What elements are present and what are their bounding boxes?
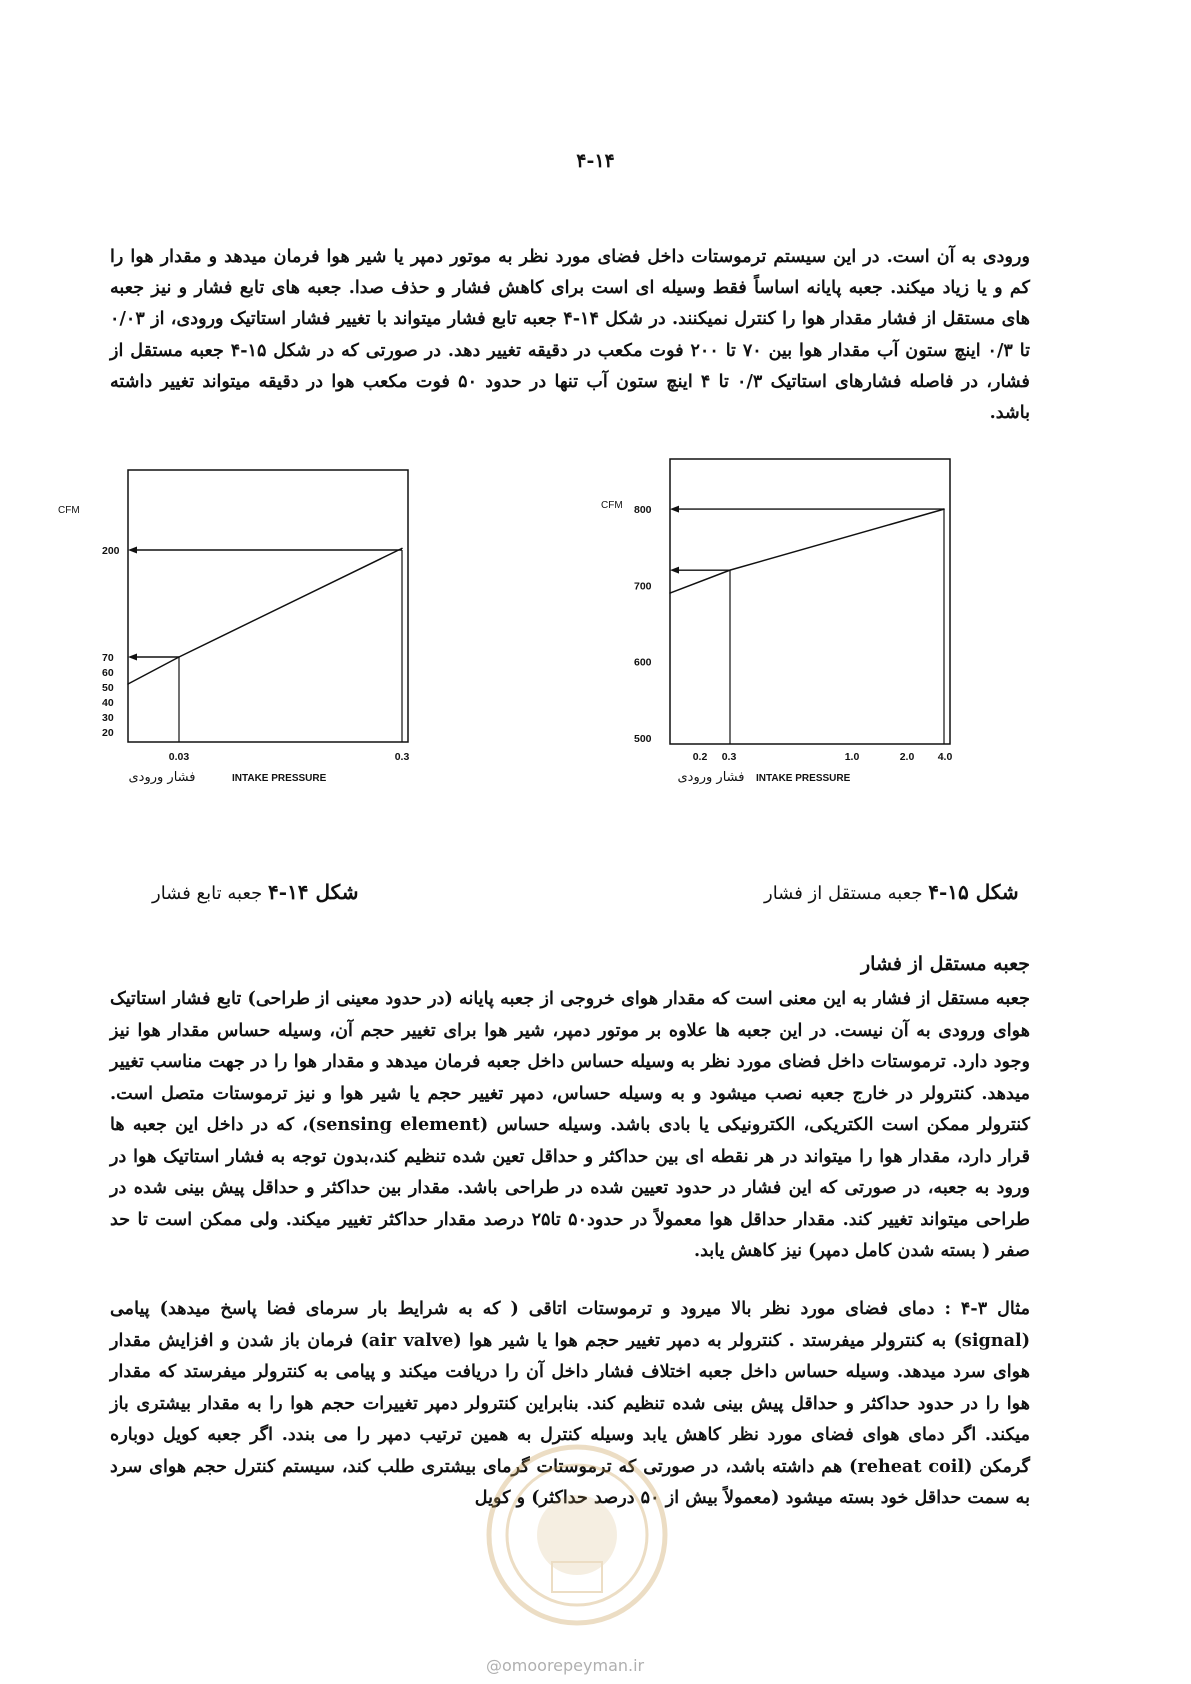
x-tick-label: 0.3 (721, 751, 737, 763)
plot-frame (128, 470, 408, 742)
data-point (127, 683, 129, 685)
y-tick-label: 30 (102, 712, 114, 724)
watermark-text: @omoorepeyman.ir (486, 1656, 645, 1675)
arrow-to-axis-head (670, 567, 679, 574)
x-tick-label: 1.0 (844, 751, 860, 763)
y-tick-label: 20 (102, 727, 114, 739)
x-tick-label: 4.0 (937, 751, 953, 763)
arrow-to-axis-head (670, 506, 679, 513)
figure-number-right: شکل ۱۵-۴ (928, 880, 1019, 904)
y-tick-label: 200 (102, 545, 120, 558)
y-tick-label: 50 (102, 682, 114, 694)
y-tick-label: 800 (634, 504, 652, 517)
page-number: ۴-۱۴ (576, 150, 615, 172)
data-point (401, 548, 403, 550)
intro-paragraph: ورودی به آن است. در این سیستم ترموستات داخل فضای مورد نظر به موتور دمپر یا شیر هوا فرمان میدهد و مقدار هوا را کم و یا زیاد میکند. جعبه پایانه اساساً فقط وسیله ای است برای کاهش فشار و حذف صدا. جعبه های تابع فشار و نیز جعبه های مستقل از فشار مقدار هوا را کنترل نمیکنند. در شکل ۱۴-۴ جعبه تابع فشار میتواند با تغییر فشار استاتیک ورودی، از ۰/۰۳ تا ۰/۳ اینچ ستون آب مقدار هوا بین ۷۰ تا ۲۰۰ فوت مکعب در دقیقه تغییر دهد. در صورتی که در شکل ۱۵-۴ جعبه مستقل از فشار، در فاصله فشارهای استاتیک ۰/۳ تا ۴ اینچ ستون آب تنها در حدود ۵۰ فوت مکعب هوا در دقیقه میتواند تغییر داشته باشد. (110, 246, 1030, 424)
example-paragraph: مثال ۳-۴ : دمای فضای مورد نظر بالا میرود و ترموستات اتاقی ( که به شرایط بار سرمای فضا پاسخ میدهد) پیامی (signal) به کنترولر میفرستد . کنترولر به دمپر تغییر حجم هوا یا شیر هوا (air valve) فرمان باز شدن و افزایش مقدار هوای سرد میدهد. وسیله حساس داخل جعبه اختلاف فشار داخل آن را دریافت میکند و پیامی به کنترولر میفرستد که مقدار هوا را در حدود حداکثر و حداقل پیش بینی شده تنظیم کند. بنابراین کنترولر دمپر تغییرات حجم هوا را به مقدار بیشتری باز میکند. اگر دمای هوای فضای مورد نظر کاهش یابد وسیله کنترل به همین ترتیب دمپر را می بندد. اگر جعبه کویل دوباره گرمکن (reheat coil) هم داشته باشد، در صورتی که ترموستات گرمای بیشتری طلب کند، سیستم کنترل حجم هوای سرد به سمت حداقل خود بسته میشود (معمولاً بیش از ۵۰ درصد حداکثر) و کویل (110, 1298, 1031, 1508)
body-paragraph: جعبه مستقل از فشار به این معنی است که مقدار هوای خروجی از جعبه پایانه (در حدود معینی از طراحی) تابع فشار استاتیک هوای ورودی به آن نیست. در این جعبه ها علاوه بر موتور دمپر، شیر هوا برای تغییر حجم آن، وسیله حساس مقدار هوا نیز وجود دارد. ترموستات داخل فضای مورد نظر به وسیله حساس داخل جعبه فرمان میدهد و مقدار هوا را در جهت مناسب تغییر میدهد. کنترولر در خارج جعبه نصب میشود و به وسیله حساس، دمپر تغییر حجم یا شیر هوا و نیز ترموستات متصل است. کنترولر ممکن است الکتریکی، الکترونیکی یا بادی باشد. وسیله حساس (sensing element)، که در داخل این جعبه ها قرار دارد، مقدار هوا را میتواند در هر نقطه ای بین حداکثر و حداقل تعین شده تنظیم کند،بدون توجه به فشار استاتیک هوا در ورود به جعبه، در صورتی که این فشار در حدود تعیین شده در طراحی باشد. مقدار بین حداکثر و حداقل پیش بینی شده در طراحی میتواند تغییر کند. مقدار حداقل هوا معمولاً در حدود۵۰ تا۲۵ درصد مقدار حداکثر تغییر میکند. ولی ممکن است تا حد صفر ( بسته شدن کامل دمپر) نیز کاهش یابد. (110, 988, 1030, 1261)
y-tick-label: 600 (634, 656, 652, 669)
arrow-to-axis-head (128, 654, 137, 661)
x-tick-label: 0.3 (394, 751, 410, 763)
figure-caption-right (764, 880, 1019, 904)
figure-text-left: جعبه تابع فشار (152, 883, 263, 904)
section-heading: جعبه مستقل از فشار (861, 953, 1030, 975)
figure-number-left: شکل ۱۴-۴ (268, 880, 359, 904)
x-tick-label: 0.03 (168, 751, 190, 763)
y-axis-label: CFM (58, 505, 80, 516)
data-point (669, 592, 671, 594)
x-axis-label: INTAKE PRESSURE (756, 773, 851, 784)
x-axis-label: INTAKE PRESSURE (232, 773, 327, 784)
figure-text-right: جعبه مستقل از فشار (764, 883, 923, 904)
x-tick-label: 0.2 (692, 751, 708, 763)
figure-caption-left (152, 880, 358, 904)
y-tick-label: 500 (634, 733, 652, 745)
watermark-seal (484, 1442, 670, 1628)
x-axis-label-fa: فشار ورودی (677, 770, 745, 785)
series-line (128, 548, 402, 684)
y-tick-label: 70 (102, 652, 114, 664)
arrow-to-axis-head (128, 547, 137, 554)
y-tick-label: 40 (102, 697, 114, 709)
x-axis-label-fa: فشار ورودی (128, 770, 196, 785)
series-line (670, 509, 944, 593)
chart-pressure-dependent (58, 470, 409, 785)
y-tick-label: 700 (634, 580, 652, 593)
chart-pressure-independent (601, 459, 952, 785)
plot-frame (670, 459, 950, 744)
x-tick-label: 2.0 (899, 751, 915, 763)
y-tick-label: 60 (102, 667, 114, 679)
y-axis-label: CFM (601, 500, 623, 511)
